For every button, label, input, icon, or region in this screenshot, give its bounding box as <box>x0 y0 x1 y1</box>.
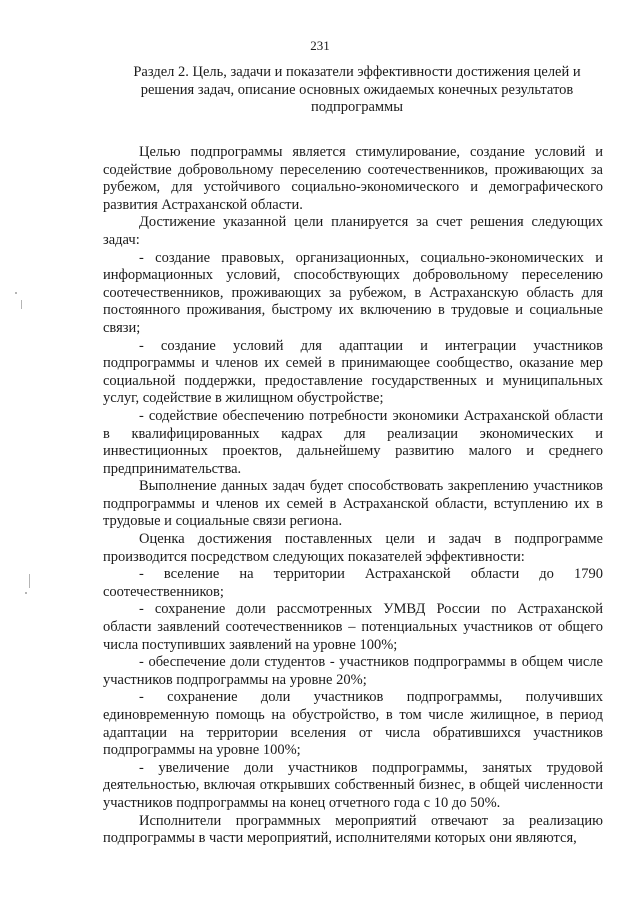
scan-mark <box>21 300 22 309</box>
document-body <box>103 144 603 848</box>
scan-mark <box>25 592 27 594</box>
paragraph: Целью подпрограммы является стимулирование, создание условий и содействие добровольному переселению соотечественников, проживающих за рубежом, для устойчивого социально-экономического и демографического развития Астраханской области. <box>103 144 603 213</box>
paragraph: Выполнение данных задач будет способствовать закреплению участников подпрограммы и членов их семей в Астраханской области, вступлению их в трудовые и социальные связи региона. <box>103 478 603 530</box>
list-item: - сохранение доли участников подпрограммы, получивших единовременную помощь на обустройство, в том числе жилищное, в период адаптации на территории вселения от числа обратившихся участников подпрограммы на уровне 100%; <box>103 689 603 759</box>
scan-mark <box>15 292 17 294</box>
list-item: - увеличение доли участников подпрограммы, занятых трудовой деятельностью, включая открывших собственный бизнес, в общей численности участников подпрограммы на конец отчетного года с 10 до 50%. <box>103 759 603 811</box>
list-item: - содействие обеспечению потребности экономики Астраханской области в квалифицированных кадрах для реализации экономических и инвестиционных проектов, дальнейшему развитию малого и среднего предпринимательства. <box>103 407 603 477</box>
paragraph: Оценка достижения поставленных цели и задач в подпрограмме производится посредством следующих показателей эффективности: <box>103 531 603 565</box>
list-item: - обеспечение доли студентов - участников подпрограммы в общем числе участников подпрограммы на уровне 20%; <box>103 654 603 688</box>
section-heading: Раздел 2. Цель, задачи и показатели эффективности достижения целей и решения задач, описание основных ожидаемых конечных результатов подпрограммы <box>133 64 581 115</box>
list-item: - создание правовых, организационных, социально-экономических и информационных условий, способствующих добровольному переселению соотечественников, проживающих за рубежом, в Астраханскую область для постоянного проживания, быстрому их включению в трудовые и социальные связи; <box>103 249 603 336</box>
list-item: - создание условий для адаптации и интеграции участников подпрограммы и членов их семей в принимающее сообщество, оказание мер социальной поддержки, предоставление государственных и муниципальных услуг, содействие в жилищном обустройстве; <box>103 337 603 407</box>
paragraph: Достижение указанной цели планируется за счет решения следующих задач: <box>103 214 603 248</box>
page-number: 231 <box>310 38 330 53</box>
list-item: - сохранение доли рассмотренных УМВД России по Астраханской области заявлений соотечественников – потенциальных участников от общего числа поступивших заявлений на уровне 100%; <box>103 601 603 653</box>
scan-mark <box>29 574 30 588</box>
list-item: - вселение на территории Астраханской области до 1790 соотечественников; <box>103 566 603 600</box>
paragraph: Исполнители программных мероприятий отвечают за реализацию подпрограммы в части мероприятий, исполнителями которых они являются, <box>103 812 603 847</box>
